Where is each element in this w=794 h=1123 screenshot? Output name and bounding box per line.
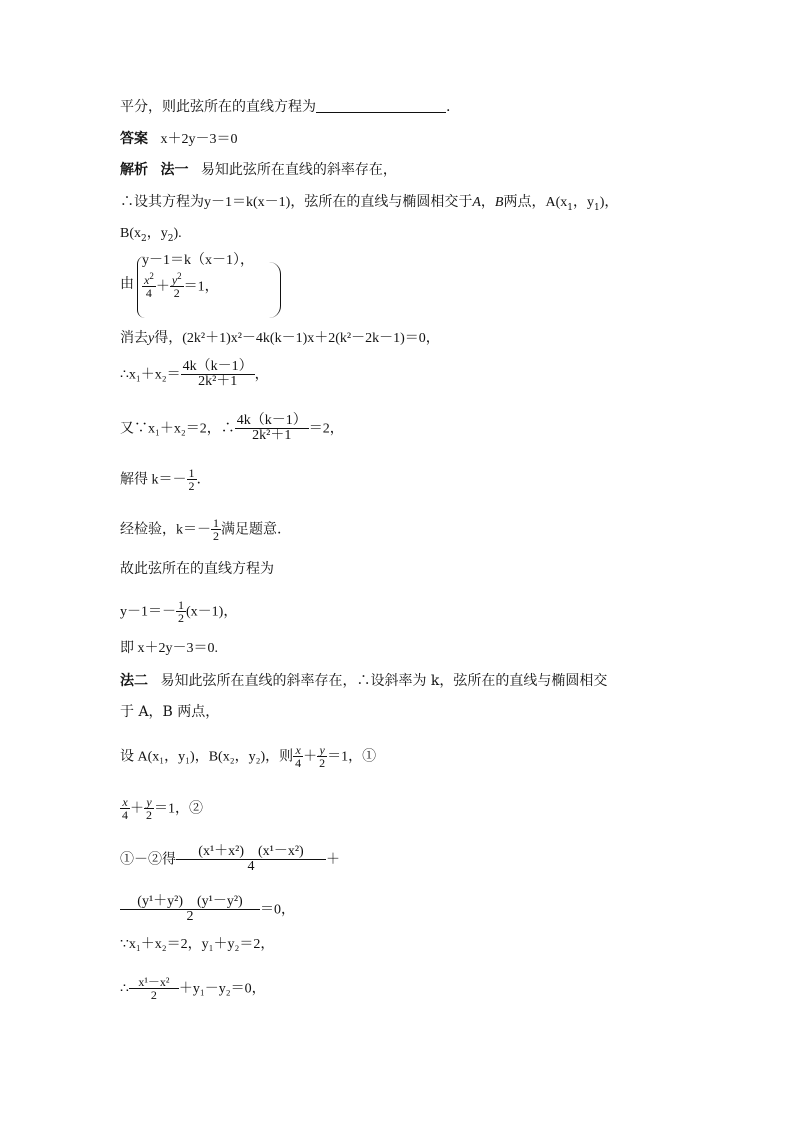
eliminate-line [120,329,440,348]
method1-intro: 易知此弦所在直线的斜率存在， [200,162,397,178]
sum-tail: ， [254,366,269,383]
sys-frac2-den: 2 [173,286,180,300]
sum-lead: ∴x₁＋x₂＝ [120,367,181,383]
coord-b-x: B(x [120,226,141,241]
m2-f2-den: 2 [319,756,326,770]
coord-a-close: )， [599,195,619,210]
eq-tail: (x－1)， [186,604,238,620]
eq-intro: 故此弦所在的直线方程为 [120,561,274,577]
m2-set-lead: 设 A(x₁，y₁)，B(x₂，y₂)，则 [120,749,294,765]
m2-second-line: $\frac{x}{4}$ ＋ $\frac{y}{2}$ ＝1，② [122,795,203,822]
point-a: A [472,195,481,210]
m2-set-tail: ＝1，① [327,749,377,765]
system-row-2: $\frac{x^2}{4}$ ＋ $\frac{y^2}{2}$ ＝1， [144,271,219,300]
setup-text2: ，弦所在的直线与椭圆相交于 [290,194,473,210]
point-b: B [494,195,504,210]
final-line [120,976,266,1001]
again-num: 4k（k－1） [236,413,307,428]
check-num: 1 [213,516,219,530]
elim-text2: 得， [154,330,183,346]
m2-f1-num: x [295,743,301,757]
sys-frac2-num: y [171,273,178,287]
m2-b-f1-den: 4 [122,808,128,822]
answer-blank [316,98,446,113]
setup-text: ∴设其方程为 [120,194,204,210]
coord-a-x: A(x [545,195,568,210]
elim-text: 消去 [120,330,148,346]
sys-row2-tail: ＝1， [183,279,219,295]
line-setup: ∴设其方程为y－1＝k(x－1)，弦所在的直线与椭圆相交于A，B两点，$A(x_1$，$y_1$)， [120,194,619,213]
m2-b-f1-num: x [122,795,128,809]
sum-num: 4k（k－1） [182,359,253,374]
check-tail: 满足题意. [221,521,282,538]
again-tail: ＝2， [308,421,344,437]
coord-a-y: ，y [572,195,594,210]
system-row-1: y－1＝k（x－1）， [142,253,254,268]
diff2-line [120,895,295,924]
again-den: 2k²＋1 [252,428,292,443]
sys-frac1-num: x [144,273,150,287]
system-lead [120,275,134,293]
check-lead: 经检验，k＝－ [120,522,211,538]
setup-eq: y－1＝k(x－1) [204,195,291,210]
analysis-label: 解析 [120,162,148,178]
m2-b-f2-den: 2 [146,808,152,822]
answer-line [120,130,237,149]
diff-num: (x¹＋x²) (x¹－x²) [176,845,326,860]
question-period: . [446,99,451,115]
system-lead-text: 由 [120,276,134,292]
check-line [120,517,281,542]
method2-cont: 于 A，B 两点， [120,704,220,720]
solve-lead: 解得 k＝－ [120,472,187,488]
elim-var: y [148,331,155,346]
check-den: 2 [213,529,219,543]
answer-value: x＋2y－3＝0 [160,132,238,147]
eq-lead: y－1＝－ [120,604,176,620]
again-line [120,414,344,443]
diff-lead: ①－②得 [120,851,176,868]
again-lead: 又∵x₁＋x₂＝2，∴ [120,421,235,437]
solve-den: 2 [188,479,195,493]
method1-label: 法一 [160,162,189,178]
diff-den: 4 [247,859,255,874]
m2-f2-num: y [319,743,325,757]
sum-line [120,360,269,389]
solve-num: 1 [188,466,195,480]
answer-label: 答案 [120,131,148,147]
method2-label: 法二 [120,673,148,689]
method2-text: 易知此弦所在直线的斜率存在，∴设斜率为 k，弦所在的直线与椭圆相交 [160,673,608,689]
solve-tail: . [196,471,201,488]
eq-line [120,599,237,624]
diff-line [120,845,340,874]
diff2-den: 2 [186,909,194,924]
m2-set-line: 设 A(x₁，y₁)，B(x₂，y₂)，则 $\frac{x}{4}$ ＋ $\frac{y}{2}$ ＝1，① [120,743,377,770]
final-den: 2 [150,988,157,1002]
m2-f1-den: 4 [295,756,302,770]
final-num: x¹－x² [129,976,179,989]
analysis-line [120,161,397,179]
method2-line [120,672,607,690]
solve-line [120,467,201,492]
sum-den: 2k²＋1 [198,374,238,389]
final-lead: ∴ [120,981,129,997]
comma: ， [480,194,495,210]
sys-frac1-den: 4 [145,286,152,300]
final-tail: ＋y₁－y₂＝0， [178,981,266,997]
question-text: 平分，则此弦所在的直线方程为 [120,99,316,115]
since-line: ∵x₁＋x₂＝2，y₁＋y₂＝2， [120,937,275,952]
elim-equation: (2k²＋1)x²－4k(k－1)x＋2(k²－2k－1)＝0， [182,331,440,346]
m2-b-tail: ＝1，② [154,801,203,817]
m2-b-f2-num: y [146,795,152,809]
eq-num: 1 [178,598,184,612]
system-paren [268,262,281,318]
diff-tail: ＋ [326,852,340,868]
setup-text3: 两点， [503,194,546,210]
eq-den: 2 [178,611,184,625]
coord-b-close: ). [173,226,182,241]
eq-final: 即 x＋2y－3＝0. [120,641,218,656]
diff2-tail: ＝0， [260,902,295,918]
question-tail [120,98,450,116]
coord-b-y: ，y [146,226,168,241]
line-b-coords: $B(x_2$，$y_2$). [120,226,182,244]
diff2-num: (y¹＋y²) (y¹－y²) [120,895,260,910]
